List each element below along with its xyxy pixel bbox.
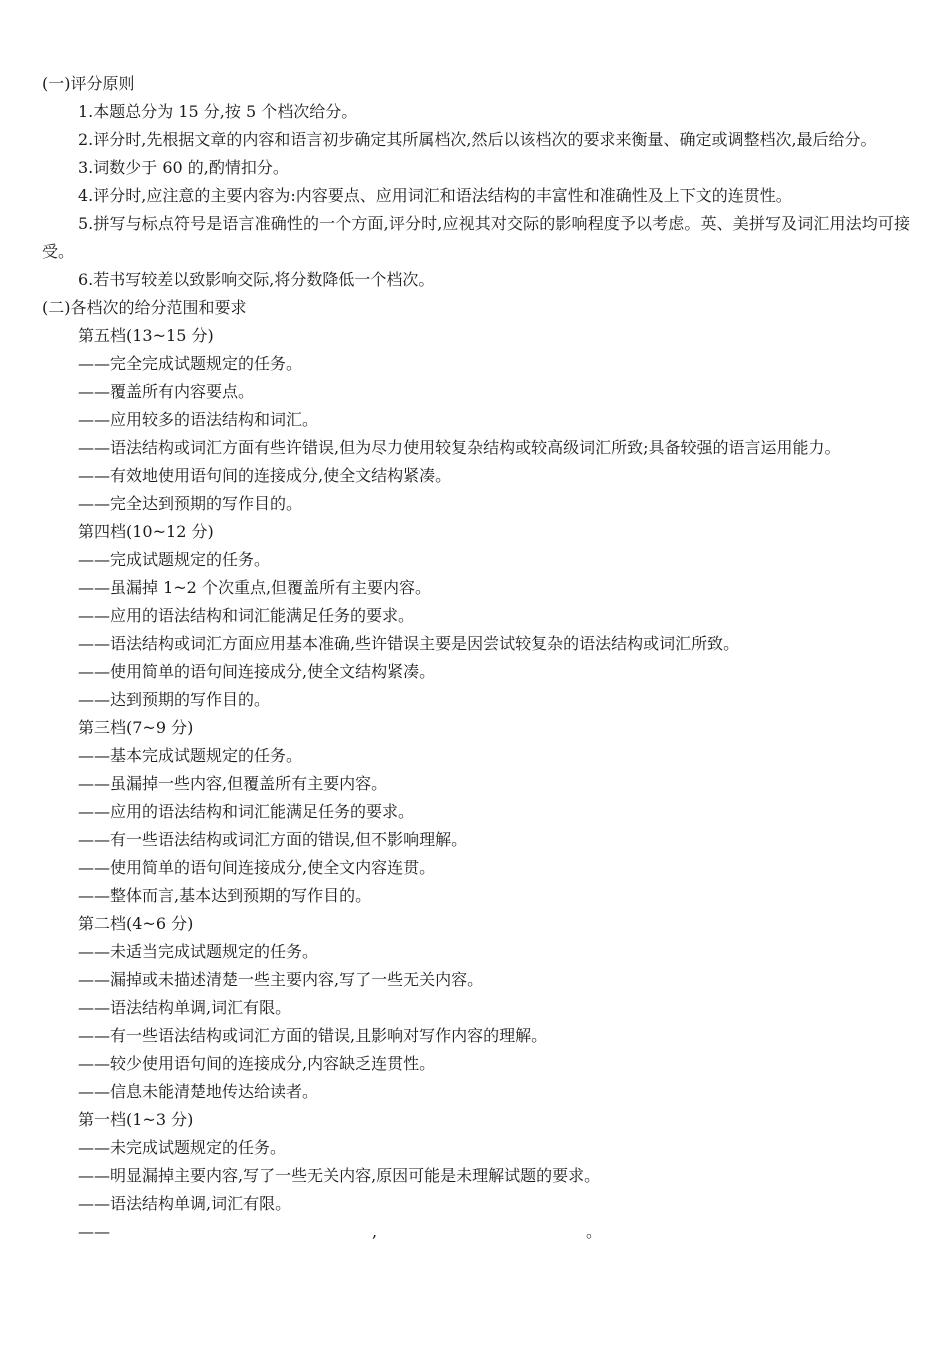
level-title: 第四档(10~12 分) bbox=[78, 522, 214, 541]
level-item: ——语法结构单调,词汇有限。 bbox=[78, 1194, 292, 1213]
rule-3: 3.词数少于 60 的,酌情扣分。 bbox=[78, 158, 289, 177]
trailer-dash: —— bbox=[78, 1222, 110, 1241]
level-item: ——完成试题规定的任务。 bbox=[78, 550, 271, 569]
level-title: 第一档(1~3 分) bbox=[78, 1110, 194, 1129]
document-page bbox=[42, 70, 910, 1246]
trailer-period: 。 bbox=[586, 1222, 603, 1241]
level-item: ——使用简单的语句间连接成分,使全文结构紧凑。 bbox=[78, 662, 436, 681]
level-item: ——虽漏掉 1~2 个次重点,但覆盖所有主要内容。 bbox=[78, 578, 432, 597]
trailer-comma: , bbox=[372, 1222, 378, 1241]
truncated-item bbox=[42, 1218, 910, 1246]
level-item: ——应用的语法结构和词汇能满足任务的要求。 bbox=[78, 606, 415, 625]
level-item: ——达到预期的写作目的。 bbox=[78, 690, 271, 709]
level-item: ——应用较多的语法结构和词汇。 bbox=[78, 410, 319, 429]
section1-title: (一)评分原则 bbox=[42, 74, 135, 93]
level-item: ——漏掉或未描述清楚一些主要内容,写了一些无关内容。 bbox=[78, 970, 484, 989]
level-item: ——有一些语法结构或词汇方面的错误,且影响对写作内容的理解。 bbox=[78, 1026, 548, 1045]
level-item: ——应用的语法结构和词汇能满足任务的要求。 bbox=[78, 802, 415, 821]
level-title: 第五档(13~15 分) bbox=[78, 326, 214, 345]
level-item: ——有一些语法结构或词汇方面的错误,但不影响理解。 bbox=[78, 830, 468, 849]
level-item: ——语法结构单调,词汇有限。 bbox=[78, 998, 292, 1017]
level-item: ——完全达到预期的写作目的。 bbox=[78, 494, 303, 513]
level-item: ——基本完成试题规定的任务。 bbox=[78, 746, 303, 765]
section2-title: (二)各档次的给分范围和要求 bbox=[42, 298, 247, 317]
level-item: ——完全完成试题规定的任务。 bbox=[78, 354, 303, 373]
level-title: 第三档(7~9 分) bbox=[78, 718, 194, 737]
rule-5: 5.拼写与标点符号是语言准确性的一个方面,评分时,应视其对交际的影响程度予以考虑。英、美拼写及词汇用法均可接受。 bbox=[42, 214, 910, 261]
level-item: ——整体而言,基本达到预期的写作目的。 bbox=[78, 886, 372, 905]
rule-6: 6.若书写较差以致影响交际,将分数降低一个档次。 bbox=[78, 270, 435, 289]
rule-1: 1.本题总分为 15 分,按 5 个档次给分。 bbox=[78, 102, 358, 121]
level-item: ——虽漏掉一些内容,但覆盖所有主要内容。 bbox=[78, 774, 388, 793]
level-item: ——使用简单的语句间连接成分,使全文内容连贯。 bbox=[78, 858, 436, 877]
rule-2: 2.评分时,先根据文章的内容和语言初步确定其所属档次,然后以该档次的要求来衡量、确定或调整档次,最后给分。 bbox=[78, 130, 877, 149]
level-item: ——信息未能清楚地传达给读者。 bbox=[78, 1082, 319, 1101]
level-item: ——语法结构或词汇方面应用基本准确,些许错误主要是因尝试较复杂的语法结构或词汇所致。 bbox=[78, 634, 740, 653]
rule-4: 4.评分时,应注意的主要内容为:内容要点、应用词汇和语法结构的丰富性和准确性及上下文的连贯性。 bbox=[78, 186, 792, 205]
level-item: ——覆盖所有内容要点。 bbox=[78, 382, 255, 401]
level-item: ——未适当完成试题规定的任务。 bbox=[78, 942, 319, 961]
level-item: ——有效地使用语句间的连接成分,使全文结构紧凑。 bbox=[78, 466, 452, 485]
level-item: ——较少使用语句间的连接成分,内容缺乏连贯性。 bbox=[78, 1054, 436, 1073]
level-item: ——语法结构或词汇方面有些许错误,但为尽力使用较复杂结构或较高级词汇所致;具备较强的语言运用能力。 bbox=[78, 438, 841, 457]
level-item: ——未完成试题规定的任务。 bbox=[78, 1138, 287, 1157]
level-item: ——明显漏掉主要内容,写了一些无关内容,原因可能是未理解试题的要求。 bbox=[78, 1166, 601, 1185]
level-title: 第二档(4~6 分) bbox=[78, 914, 194, 933]
